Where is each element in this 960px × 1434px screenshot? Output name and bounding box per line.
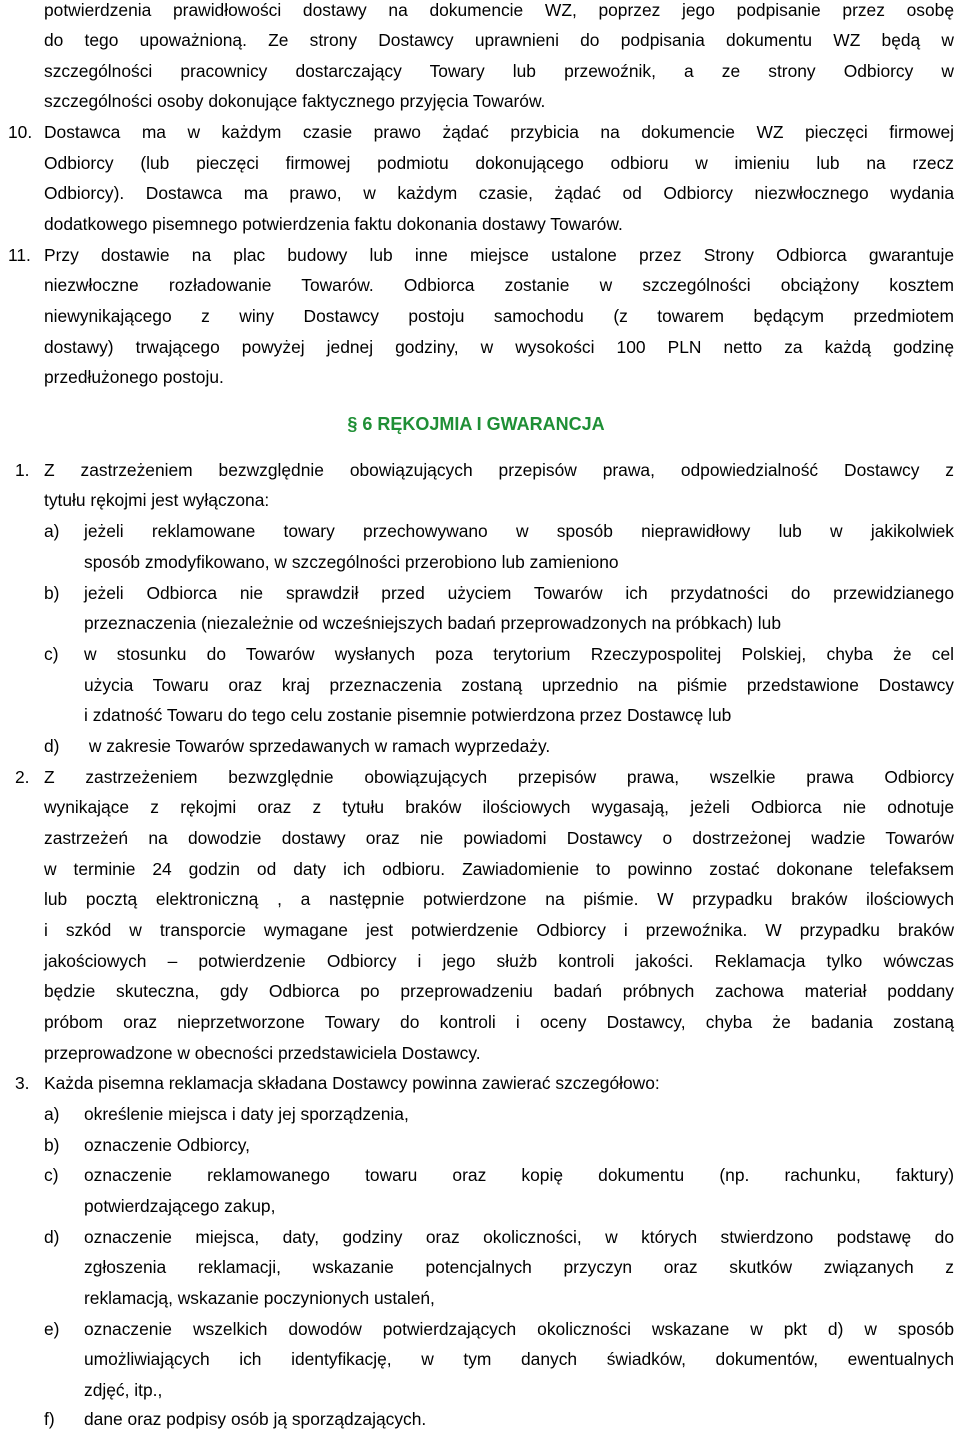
item-letter: c) [44, 644, 59, 664]
text-line: szczególności pracownicy dostarczający Towary lub przewoźnik, a ze strony Odbiorcy w [44, 61, 954, 81]
text-line: przeprowadzone w obecności przedstawiciela Dostawcy. [44, 1043, 481, 1063]
text-line: Dostawca ma w każdym czasie prawo żądać przybicia na dokumencie WZ pieczęci firmowej [44, 122, 954, 142]
text-line: w zakresie Towarów sprzedawanych w ramach wyprzedaży. [84, 736, 551, 756]
item-letter: b) [44, 583, 60, 603]
text-line: do tego upoważnioną. Ze strony Dostawcy uprawnieni do podpisania dokumentu WZ będą w [44, 30, 954, 50]
text-line: dane oraz podpisy osób ją sporządzających. [84, 1409, 427, 1429]
text-line: jeżeli reklamowane towary przechowywano w sposób nieprawidłowy lub w jakikolwiek [84, 521, 954, 541]
text-line: będzie skuteczna, gdy Odbiorca po przeprowadzeniu badań próbnych zachowa materiał poddany [44, 981, 954, 1001]
text-line: oznaczenie miejsca, daty, godziny oraz okoliczności, w których stwierdzono podstawę do [84, 1227, 954, 1247]
item-letter: d) [44, 1227, 60, 1247]
text-line: i szkód w transporcie wymagane jest potwierdzenie Odbiorcy i przewoźnika. W przypadku braków [44, 920, 954, 940]
item-letter: f) [44, 1409, 55, 1429]
item-number: 10. [8, 122, 33, 142]
text-line: reklamacją, wskazanie poczynionych ustaleń, [84, 1288, 435, 1308]
item-number: 1. [15, 460, 30, 480]
text-line: Z zastrzeżeniem bezwzględnie obowiązujących przepisów prawa, odpowiedzialność Dostawcy z [44, 460, 954, 480]
item-letter: a) [44, 1104, 60, 1124]
item-number: 3. [15, 1073, 30, 1093]
text-line: niewynikającego z winy Dostawcy postoju samochodu (z towarem będącym przedmiotem [44, 306, 954, 326]
section-heading [0, 408, 960, 440]
text-line: dostawy) trwającego powyżej jednej godziny, w wysokości 100 PLN netto za każdą godzinę [44, 337, 954, 357]
text-line: tytułu rękojmi jest wyłączona: [44, 490, 270, 510]
text-line: Odbiorcy). Dostawca ma prawo, w każdym czasie, żądać od Odbiorcy niezwłocznego wydania [44, 183, 954, 203]
item-number: 11. [8, 245, 31, 265]
text-line: Odbiorcy (lub pieczęci firmowej podmiotu dokonującego odbioru w imieniu lub na rzecz [44, 153, 954, 173]
text-line: wynikające z rękojmi oraz z tytułu braków ilościowych wygasają, jeżeli Odbiorca nie odnotuje [44, 797, 954, 817]
item-letter: c) [44, 1165, 59, 1185]
text-line: lub pocztą elektroniczną , a następnie potwierdzone na piśmie. W przypadku braków ilościowych [44, 889, 954, 909]
text-line: w terminie 24 godzin od daty ich odbioru. Zawiadomienie to powinno zostać dokonane telefaksem [44, 859, 954, 879]
section-title: § 6 RĘKOJMIA I GWARANCJA [347, 414, 605, 434]
text-line: umożliwiających ich identyfikację, w tym danych świadków, dokumentów, ewentualnych [84, 1349, 954, 1369]
text-line: oznaczenie Odbiorcy, [84, 1135, 250, 1155]
text-line: próbom oraz nieprzetworzone Towary do kontroli i oceny Dostawcy, chyba że badania zostaną [44, 1012, 954, 1032]
text-line: potwierdzenia prawidłowości dostawy na dokumencie WZ, poprzez jego podpisanie przez osobę [44, 0, 954, 20]
item-letter: e) [44, 1319, 60, 1339]
text-line: zastrzeżeń na dowodzie dostawy oraz nie powiadomi Dostawcy o dostrzeżonej wadzie Towarów [44, 828, 954, 848]
item-number: 2. [15, 767, 30, 787]
text-line: i zdatność Towaru do tego celu zostanie pisemnie potwierdzona przez Dostawcę lub [84, 705, 732, 725]
text-line: oznaczenie wszelkich dowodów potwierdzających okoliczności wskazane w pkt d) w sposób [84, 1319, 954, 1339]
item-letter: b) [44, 1135, 60, 1155]
text-line: Z zastrzeżeniem bezwzględnie obowiązujących przepisów prawa, wszelkie prawa Odbiorcy [44, 767, 954, 787]
text-line: Każda pisemna reklamacja składana Dostawcy powinna zawierać szczegółowo: [44, 1073, 660, 1093]
text-line: oznaczenie reklamowanego towaru oraz kopię dokumentu (np. rachunku, faktury) [84, 1165, 954, 1185]
item-letter: d) [44, 736, 60, 756]
text-line: użycia Towaru oraz kraj przeznaczenia zostaną uprzednio na piśmie przedstawione Dostawcy [84, 675, 954, 695]
text-line: jakościowych – potwierdzenie Odbiorcy i jego służb kontroli jakości. Reklamacja tylko wówczas [44, 951, 954, 971]
text-line: potwierdzającego zakup, [84, 1196, 276, 1216]
text-line: jeżeli Odbiorca nie sprawdził przed użyciem Towarów ich przydatności do przewidzianego [84, 583, 954, 603]
text-line: dodatkowego pisemnego potwierdzenia faktu dokonania dostawy Towarów. [44, 214, 623, 234]
text-line: przedłużonego postoju. [44, 367, 224, 387]
text-line: w stosunku do Towarów wysłanych poza terytorium Rzeczypospolitej Polskiej, chyba że cel [84, 644, 954, 664]
text-line: niezwłoczne rozładowanie Towarów. Odbiorca zostanie w szczególności obciążony kosztem [44, 275, 954, 295]
text-line: określenie miejsca i daty jej sporządzenia, [84, 1104, 409, 1124]
text-line: Przy dostawie na plac budowy lub inne miejsce ustalone przez Strony Odbiorca gwarantuje [44, 245, 954, 265]
text-line: szczególności osoby dokonujące faktycznego przyjęcia Towarów. [44, 91, 546, 111]
text-line: zgłoszenia reklamacji, wskazanie potencjalnych przyczyn oraz skutków związanych z [84, 1257, 954, 1277]
text-line: zdjęć, itp., [84, 1380, 163, 1400]
item-letter: a) [44, 521, 60, 541]
text-line: sposób zmodyfikowano, w szczególności przerobiono lub zamieniono [84, 552, 619, 572]
text-line: przeznaczenia (niezależnie od wcześniejszych badań przeprowadzonych na próbkach) lub [84, 613, 781, 633]
